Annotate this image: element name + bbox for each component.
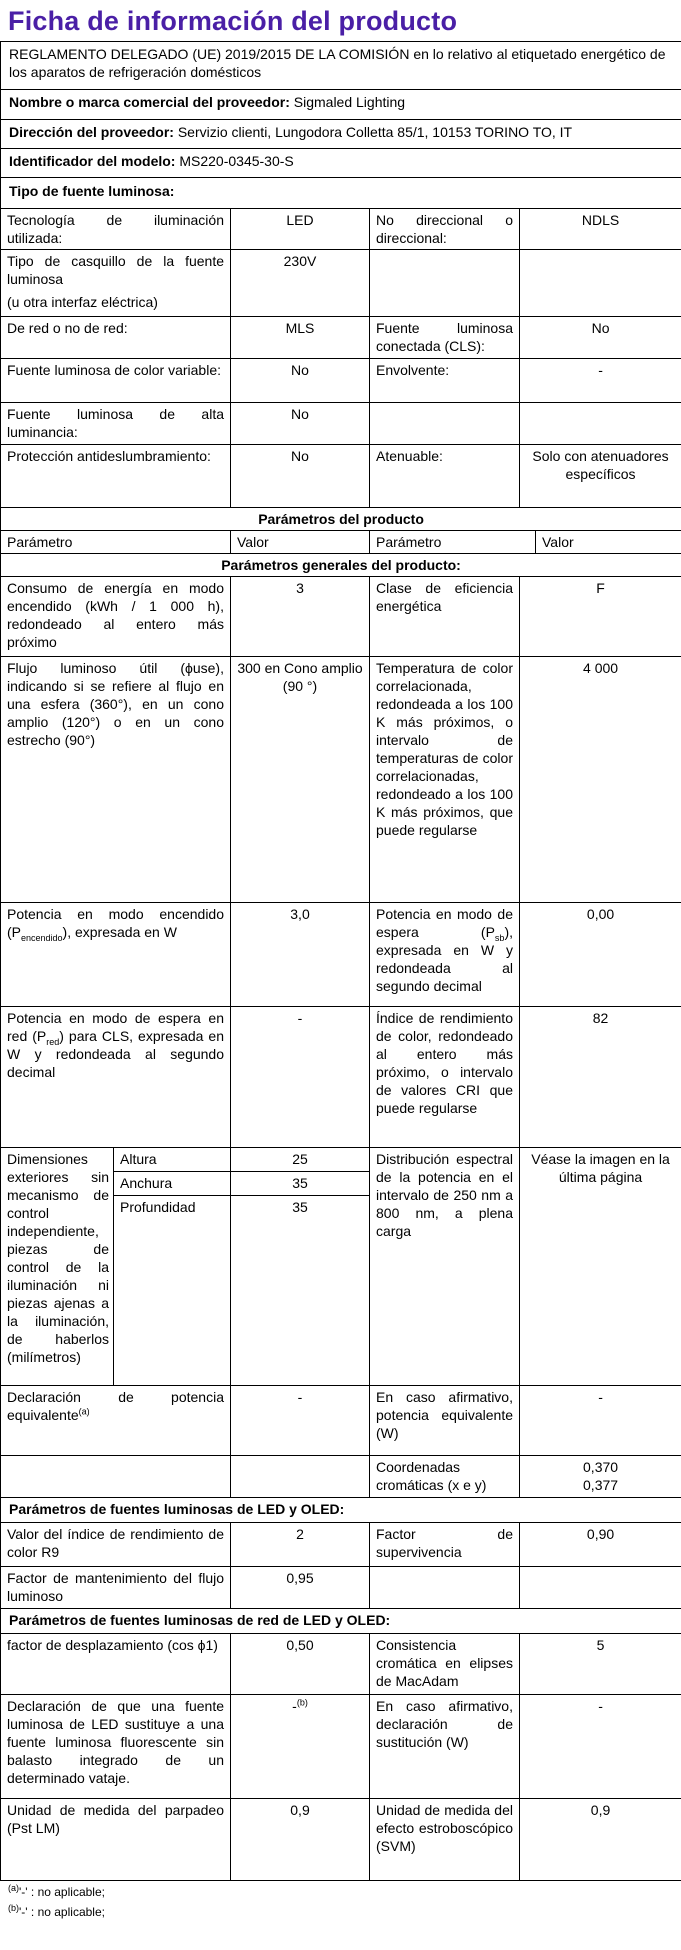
supplier-address-value: Servizio clienti, Lungodora Colletta 85/1, 10153 TORINO TO, IT <box>177 124 573 140</box>
empty-cell <box>370 1567 520 1609</box>
replacement-w-value: - <box>520 1695 681 1799</box>
chromaticity-y: 0,377 <box>583 1477 619 1493</box>
general-params-heading: Parámetros generales del producto: <box>1 554 681 577</box>
high-luminance-row <box>1 403 681 445</box>
tech-value: LED <box>231 209 370 250</box>
product-info-table <box>0 41 681 1881</box>
supplier-address-row <box>1 120 681 149</box>
cct-value: 4 000 <box>520 657 681 903</box>
equivalent-power-row <box>1 1386 681 1456</box>
glare-label: Protección antideslumbramiento: <box>1 445 231 508</box>
model-row <box>1 149 681 178</box>
efficiency-class-value: F <box>520 577 681 657</box>
chromaticity-row <box>1 1456 681 1498</box>
equivalent-power-value: - <box>231 1386 370 1456</box>
empty-cell <box>520 403 681 445</box>
r9-label: Valor del índice de rendimiento de color R9 <box>1 1523 231 1567</box>
flux-row <box>1 657 681 903</box>
chromaticity-value <box>520 1456 681 1498</box>
maintenance-value: 0,95 <box>231 1567 370 1609</box>
height-label: Altura <box>114 1148 231 1172</box>
flux-value: 300 en Cono amplio (90 °) <box>231 657 370 903</box>
dimensions-label: Dimensiones exteriores sin mecanismo de control independiente, piezas de control de la iluminación ni piezas ajenas a la iluminación, de haberlos (milímetros) <box>1 1148 114 1386</box>
energy-row <box>1 577 681 657</box>
depth-label: Profundidad <box>114 1196 231 1386</box>
r9-row <box>1 1523 681 1567</box>
led-params-heading: Parámetros de fuentes luminosas de LED y OLED: <box>1 1498 681 1523</box>
macadam-label: Consistencia cromática en elipses de MacAdam <box>370 1634 520 1695</box>
high-luminance-label: Fuente luminosa de alta luminancia: <box>1 403 231 445</box>
standby-power-label: Potencia en modo de espera $(P_{sb})$, expresada en W y redondeada al segundo decimal <box>370 903 520 1007</box>
survival-factor-label: Factor de supervivencia <box>370 1523 520 1567</box>
r9-value: 2 <box>231 1523 370 1567</box>
replacement-w-label: En caso afirmativo, declaración de sustitución (W) <box>370 1695 520 1799</box>
supplier-brand-row <box>1 90 681 120</box>
regulation-row <box>1 42 681 90</box>
flicker-label: Unidad de medida del parpadeo (Pst LM) <box>1 1799 231 1881</box>
cap-label: Tipo de casquillo de la fuente luminosa <box>7 253 224 287</box>
tech-row <box>1 209 681 250</box>
product-params-heading: Parámetros del producto <box>1 508 681 531</box>
color-row <box>1 359 681 403</box>
cls-label: Fuente luminosa conectada (CLS): <box>370 317 520 359</box>
cri-value: 82 <box>520 1007 681 1148</box>
empty-cell <box>520 1567 681 1609</box>
dimmable-label: Atenuable: <box>370 445 520 508</box>
network-standby-row <box>1 1007 681 1148</box>
dimmable-value: Solo con atenuadores específicos <box>520 445 681 508</box>
spectral-distribution-value: Véase la imagen en la última página <box>520 1148 681 1386</box>
mains-label: De red o no de red: <box>1 317 231 359</box>
cls-value: No <box>520 317 681 359</box>
model-value: MS220-0345-30-S <box>179 153 294 169</box>
general-params-heading-row <box>1 554 681 577</box>
macadam-value: 5 <box>520 1634 681 1695</box>
width-label: Anchura <box>114 1172 231 1196</box>
flicker-row <box>1 1799 681 1881</box>
footnote-a-mark: (a) <box>8 1883 19 1893</box>
survival-factor-value: 0,90 <box>520 1523 681 1567</box>
empty-cell <box>370 403 520 445</box>
footnote-b <box>0 1904 681 1920</box>
width-value: 35 <box>231 1172 370 1196</box>
column-header-param-2: Parámetro <box>370 531 536 554</box>
mains-value: MLS <box>231 317 370 359</box>
supplier-address-label: Dirección del proveedor: <box>9 124 174 140</box>
color-label: Fuente luminosa de color variable: <box>1 359 231 403</box>
cap-label-note: (u otra interfaz eléctrica) <box>7 294 158 310</box>
column-header-param: Parámetro <box>1 531 231 554</box>
column-header-value-2: Valor <box>536 531 681 554</box>
replacement-label: Declaración de que una fuente luminosa de LED sustituye a una fuente luminosa fluorescente sin balasto integrado de un determinado vataje. <box>1 1695 231 1799</box>
source-type-heading-row <box>1 178 681 209</box>
chromaticity-x: 0,370 <box>583 1459 619 1475</box>
dimensions-row-height <box>1 1148 681 1172</box>
product-params-heading-row <box>1 508 681 531</box>
maintenance-label: Factor de mantenimiento del flujo luminoso <box>1 1567 231 1609</box>
depth-value: 35 <box>231 1196 370 1386</box>
directional-label: No direccional o direccional: <box>370 209 520 250</box>
stroboscopic-value: 0,9 <box>520 1799 681 1881</box>
glare-value: No <box>231 445 370 508</box>
cri-label: Índice de rendimiento de color, redondeado al entero más próximo, o intervalo de valores CRI que puede regularse <box>370 1007 520 1148</box>
flicker-value: 0,9 <box>231 1799 370 1881</box>
empty-cell <box>520 250 681 317</box>
footnote-b-text: '-' : no aplicable; <box>19 1905 105 1919</box>
network-standby-value: - <box>231 1007 370 1148</box>
energy-label: Consumo de energía en modo encendido (kWh / 1 000 h), redondeado al entero más próximo <box>1 577 231 657</box>
displacement-row <box>1 1634 681 1695</box>
chromaticity-label: Coordenadas cromáticas (x e y) <box>370 1456 520 1498</box>
footnote-b-mark: (b) <box>8 1903 19 1913</box>
empty-cell <box>370 250 520 317</box>
displacement-label: factor de desplazamiento (cos ϕ1) <box>1 1634 231 1695</box>
envelope-value: - <box>520 359 681 403</box>
displacement-value: 0,50 <box>231 1634 370 1695</box>
spectral-distribution-label: Distribución espectral de la potencia en el intervalo de 250 nm a 800 nm, a plena carga <box>370 1148 520 1386</box>
stroboscopic-label: Unidad de medida del efecto estroboscópico (SVM) <box>370 1799 520 1881</box>
led-mains-heading-row <box>1 1609 681 1634</box>
empty-cell <box>1 1456 231 1498</box>
empty-cell <box>231 1456 370 1498</box>
regulation-text: REGLAMENTO DELEGADO (UE) 2019/2015 DE LA COMISIÓN en lo relativo al etiquetado energético de los aparatos de refrigeración domésticos <box>1 42 681 90</box>
flux-label: Flujo luminoso útil (ϕuse), indicando si se refiere al flujo en una esfera (360°), en un cono amplio (120°) o en un cono estrecho (90°) <box>1 657 231 903</box>
standby-power-value: 0,00 <box>520 903 681 1007</box>
supplier-brand-value: Sigmaled Lighting <box>293 94 406 110</box>
led-heading-row <box>1 1498 681 1523</box>
tech-label: Tecnología de iluminación utilizada: <box>1 209 231 250</box>
efficiency-class-label: Clase de eficiencia energética <box>370 577 520 657</box>
replacement-row <box>1 1695 681 1799</box>
glare-row <box>1 445 681 508</box>
equivalent-power-label: Declaración de potencia equivalente$^{(a)}$ <box>1 1386 231 1456</box>
column-headers-row <box>1 531 681 554</box>
model-label: Identificador del modelo: <box>9 153 176 169</box>
cct-label: Temperatura de color correlacionada, redondeada a los 100 K más próximos, o intervalo de temperaturas de color correlacionadas, redondeado a los 100 K más próximos, que puede regularse <box>370 657 520 903</box>
power-on-label: Potencia en modo encendido $(P_{encendido})$, expresada en W <box>1 903 231 1007</box>
height-value: 25 <box>231 1148 370 1172</box>
power-on-row <box>1 903 681 1007</box>
energy-value: 3 <box>231 577 370 657</box>
mains-row <box>1 317 681 359</box>
footnote-a-text: '-' : no aplicable; <box>19 1885 105 1899</box>
color-value: No <box>231 359 370 403</box>
maintenance-row <box>1 1567 681 1609</box>
envelope-label: Envolvente: <box>370 359 520 403</box>
footnote-a <box>0 1884 681 1900</box>
cap-row <box>1 250 681 317</box>
supplier-brand-label: Nombre o marca comercial del proveedor: <box>9 94 290 110</box>
source-type-heading: Tipo de fuente luminosa: <box>1 178 681 209</box>
high-luminance-value: No <box>231 403 370 445</box>
equivalent-power-w-value: - <box>520 1386 681 1456</box>
page-title: Ficha de información del producto <box>8 6 458 36</box>
column-header-value: Valor <box>231 531 370 554</box>
network-standby-label: Potencia en modo de espera en red $(P_{red})$ para CLS, expresada en W y redondeada al segundo decimal <box>1 1007 231 1148</box>
cap-value: 230V <box>231 250 370 317</box>
equivalent-power-w-label: En caso afirmativo, potencia equivalente (W) <box>370 1386 520 1456</box>
directional-value: NDLS <box>520 209 681 250</box>
power-on-value: 3,0 <box>231 903 370 1007</box>
led-mains-params-heading: Parámetros de fuentes luminosas de red de LED y OLED: <box>1 1609 681 1634</box>
replacement-value: -$^{(b)}$ <box>231 1695 370 1799</box>
